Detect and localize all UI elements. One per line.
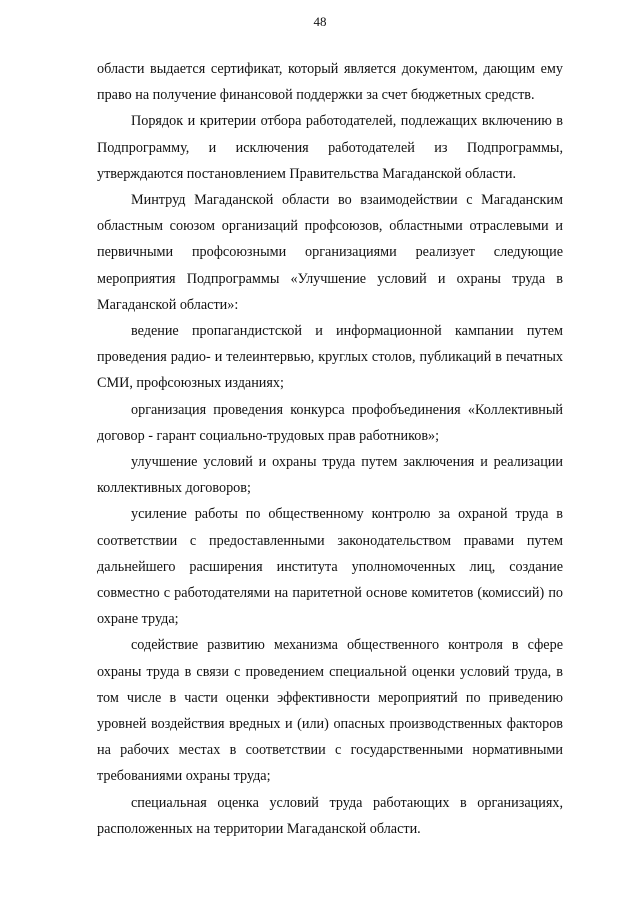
list-item-contest: организация проведения конкурса профобъединения «Коллективный договор - гарант социально-трудовых прав работников»; (97, 401, 563, 444)
body-text (97, 56, 563, 842)
paragraph-employer-selection: Порядок и критерии отбора работодателей, подлежащих включению в Подпрограмму, и исключения работодателей из Подпрограммы, утверждаются постановлением Правительства Магаданской области. (97, 113, 563, 182)
list-item-special-assessment: специальная оценка условий труда работающих в организациях, расположенных на территории Магаданской области. (97, 794, 563, 837)
list-item-collective-agreements: улучшение условий и охраны труда путем заключения и реализации коллективных договоров; (97, 454, 563, 497)
page-number: 48 (313, 14, 327, 29)
paragraph-mintrud-cooperation: Минтруд Магаданской области во взаимодействии с Магаданским областным союзом организаций профсоюзов, областными отраслевыми и первичными профсоюзными организациями реализует следующие мероприятия Подпрограммы «Улучшение условий и охраны труда в Магаданской области»: (97, 192, 563, 313)
list-item-propaganda-campaign: ведение пропагандистской и информационной кампании путем проведения радио- и телеинтервью, круглых столов, публикаций в печатных СМИ, профсоюзных изданиях; (97, 323, 563, 392)
paragraph-certificate-continuation: области выдается сертификат, который является документом, дающим ему право на получение финансовой поддержки за счет бюджетных средств. (97, 61, 563, 104)
list-item-public-control: усиление работы по общественному контролю за охраной труда в соответствии с предоставленными законодательством правами путем дальнейшего расширения института уполномоченных лиц, создание совместно с работодателями на паритетной основе комитетов (комиссий) по охране труда; (97, 506, 563, 628)
list-item-control-mechanism: содействие развитию механизма общественного контроля в сфере охраны труда в связи с проведением специальной оценки условий труда, в том числе в части оценки эффективности мероприятий по приведению уровней воздействия вредных и (или) опасных производственных факторов на рабочих местах в соответствии с государственными нормативными требованиями охраны труда; (97, 637, 563, 785)
